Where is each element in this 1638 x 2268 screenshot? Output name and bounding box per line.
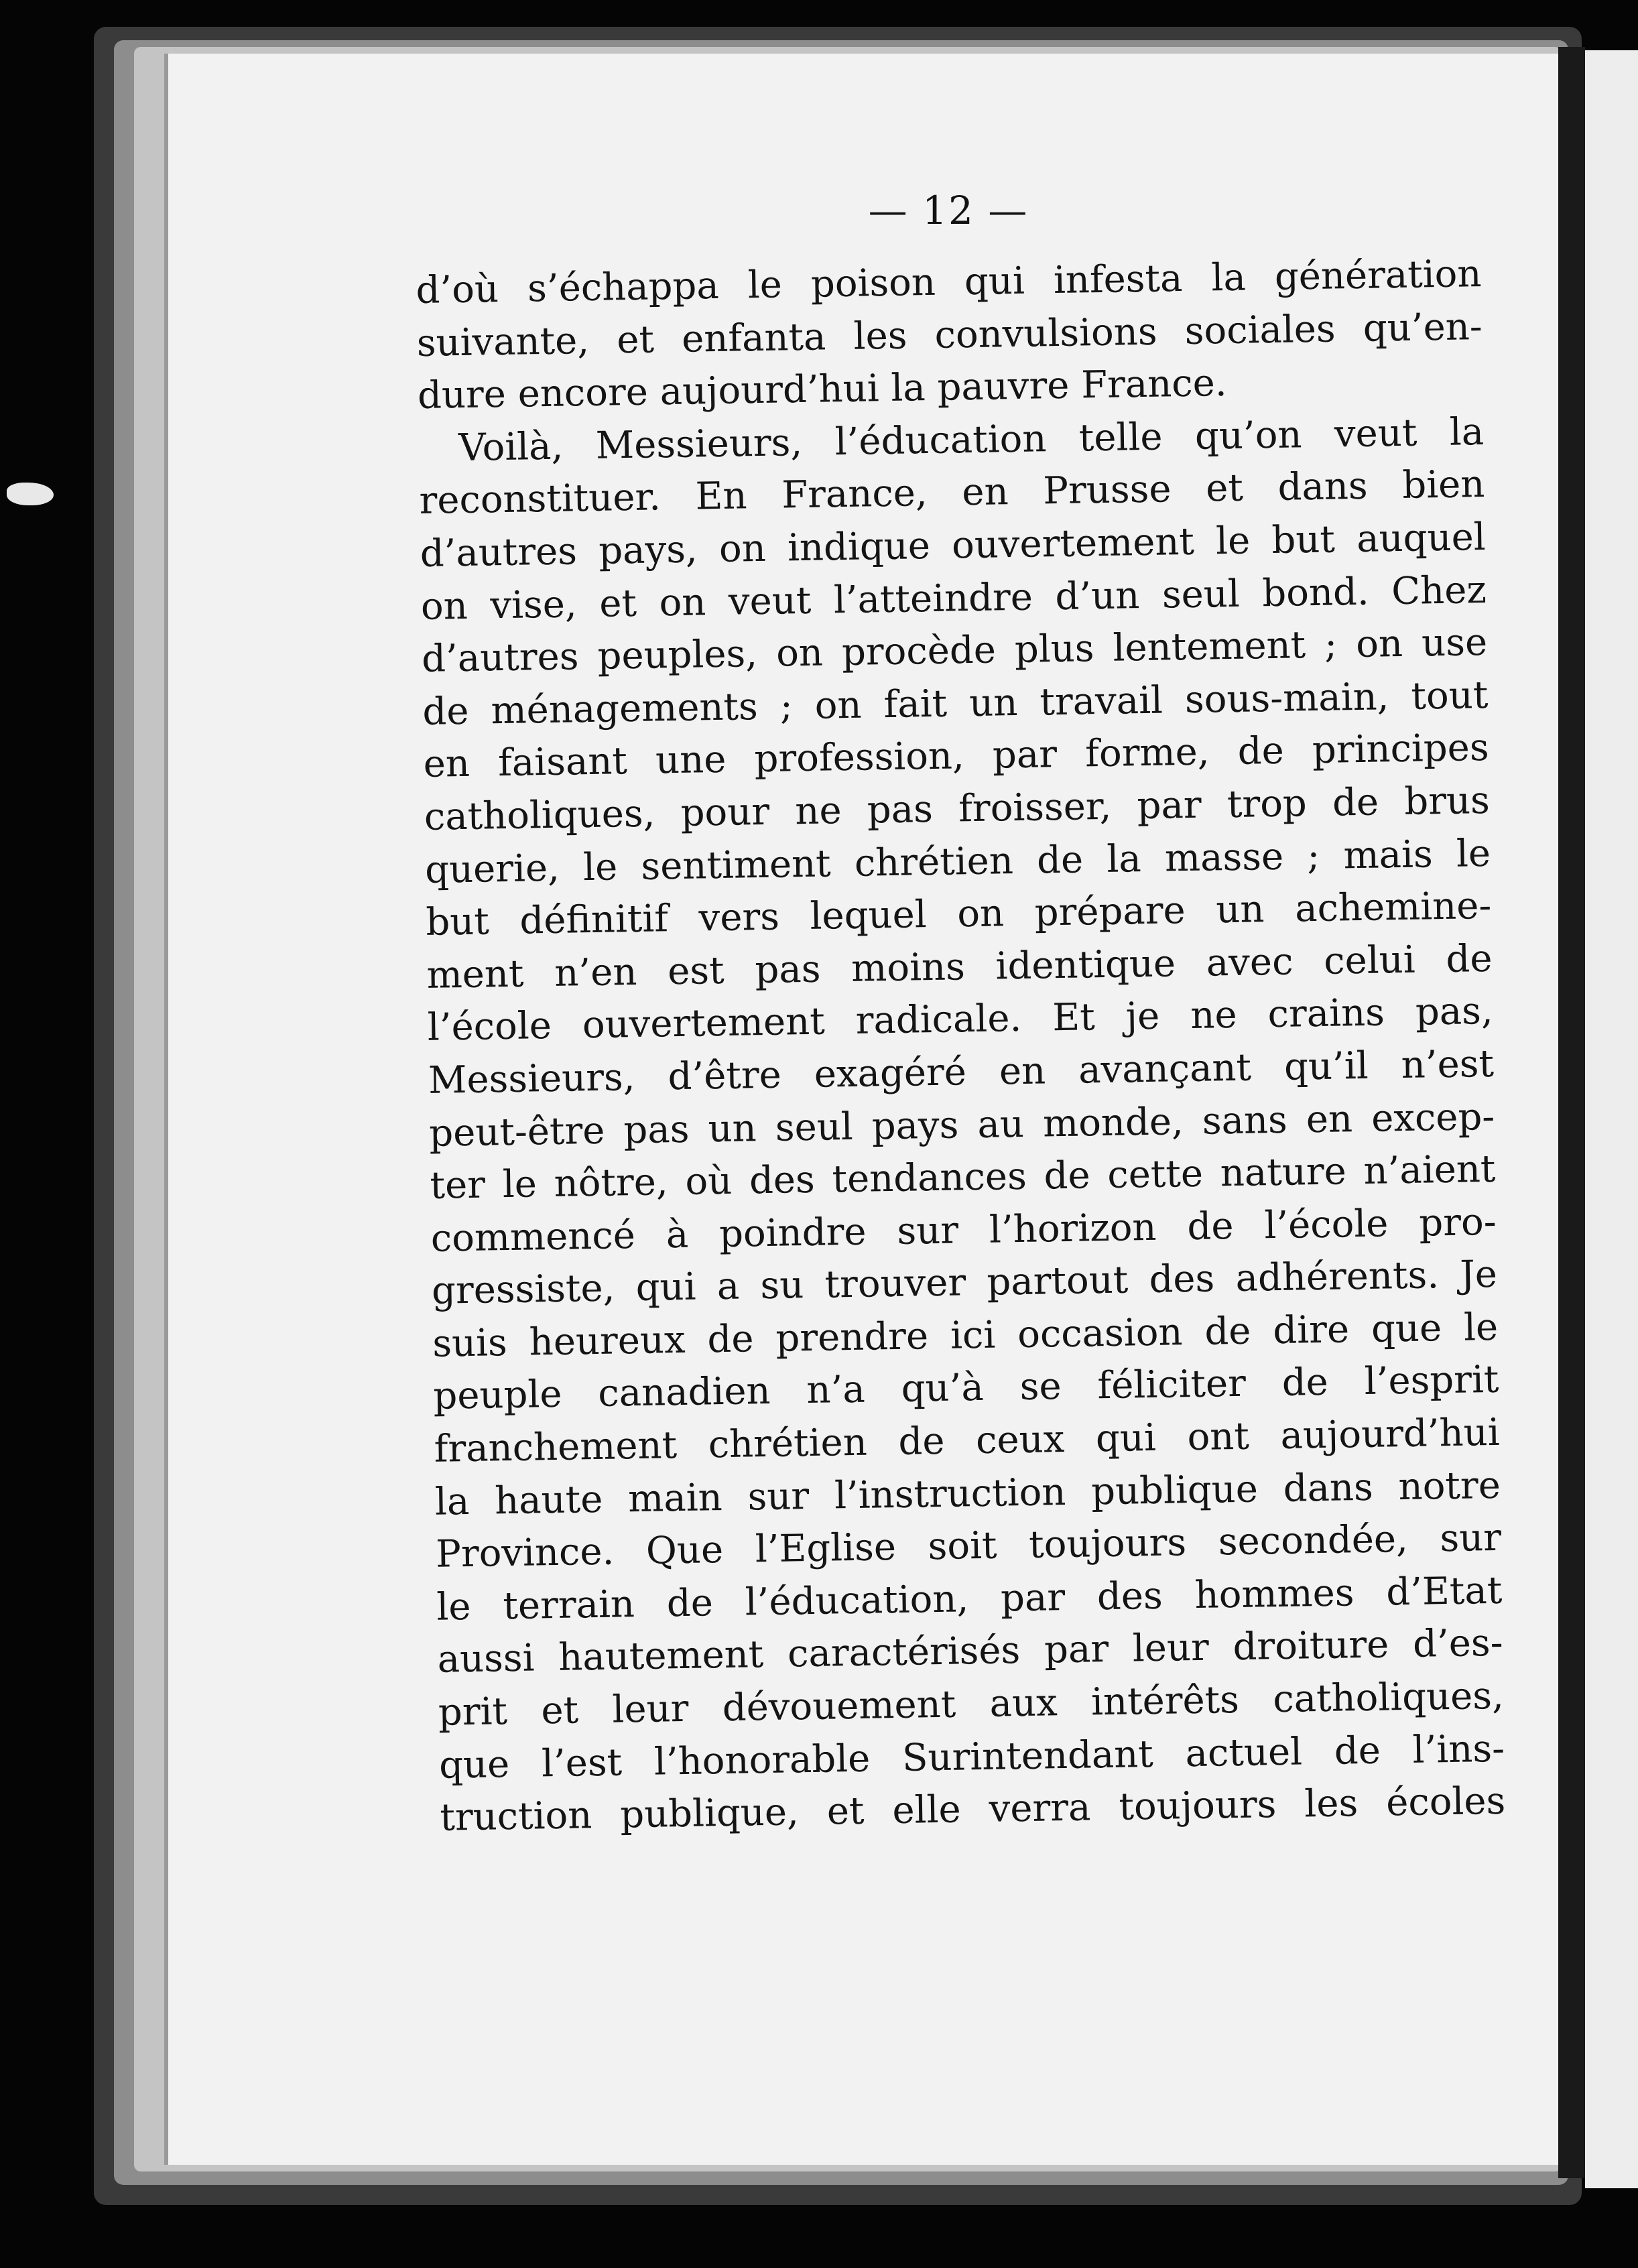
text-line: d’autres peuples, on procède plus lentement ; on use (421, 621, 1488, 682)
text-line: suivante, et enfanta les convulsions sociales qu’en- (416, 304, 1483, 365)
text-line: que l’est l’honorable Surintendant actuel de l’ins- (438, 1726, 1505, 1787)
text-line: commencé à poindre sur l’horizon de l’école pro- (430, 1200, 1497, 1261)
page-body-text (416, 248, 1506, 1844)
text-line: aussi hautement caractérisés par leur droiture d’es- (437, 1621, 1504, 1682)
text-line: querie, le sentiment chrétien de la masse ; mais le (424, 831, 1491, 892)
page-number: — 12 — (868, 188, 1029, 233)
text-line: suis heureux de prendre ici occasion de dire que le (432, 1305, 1499, 1366)
text-line: ter le nôtre, où des tendances de cette nature n’aient (430, 1147, 1496, 1208)
text-line: prit et leur dévouement aux intérêts catholiques, (438, 1674, 1505, 1735)
text-line: d’autres pays, on indique ouvertement le but auquel (420, 515, 1487, 576)
text-line: peuple canadien n’a qu’à se féliciter de l’esprit (433, 1358, 1499, 1419)
text-line: de ménagements ; on fait un travail sous-main, tout (422, 673, 1489, 734)
text-line: catholiques, pour ne pas froisser, par trop de brus (424, 778, 1491, 839)
scan-smudge (7, 483, 54, 505)
text-line: la haute main sur l’instruction publique dans notre (434, 1463, 1501, 1524)
text-line: reconstituer. En France, en Prusse et dans bien (419, 462, 1485, 523)
text-line: ment n’en est pas moins identique avec celui de (426, 936, 1493, 997)
text-line: peut-être pas un seul pays au monde, sans en excep- (428, 1094, 1495, 1155)
book-spine (1558, 47, 1585, 2178)
text-line: l’école ouvertement radicale. Et je ne crains pas, (427, 989, 1494, 1050)
text-line: truction publique, et elle verra toujours les écoles (439, 1779, 1506, 1840)
text-line: Voilà, Messieurs, l’éducation telle qu’on veut la (458, 410, 1485, 470)
text-line: franchement chrétien de ceux qui ont aujourd’hui (434, 1410, 1501, 1471)
text-line: but définitif vers lequel on prépare un achemine- (425, 884, 1492, 944)
facing-page-edge (1585, 50, 1638, 2188)
text-line: le terrain de l’éducation, par des hommes d’Etat (436, 1568, 1503, 1629)
text-line: en faisant une profession, par forme, de principes (423, 726, 1490, 787)
text-line: on vise, et on veut l’atteindre d’un seul bond. Chez (420, 568, 1487, 629)
text-line: dure encore aujourd’hui la pauvre France. (417, 361, 1228, 418)
text-line: gressiste, qui a su trouver partout des adhérents. Je (431, 1253, 1498, 1314)
text-line: Province. Que l’Eglise soit toujours secondée, sur (435, 1516, 1502, 1577)
text-line: Messieurs, d’être exagéré en avançant qu’il n’est (428, 1042, 1495, 1102)
text-line: d’où s’échappa le poison qui infesta la génération (416, 252, 1482, 312)
